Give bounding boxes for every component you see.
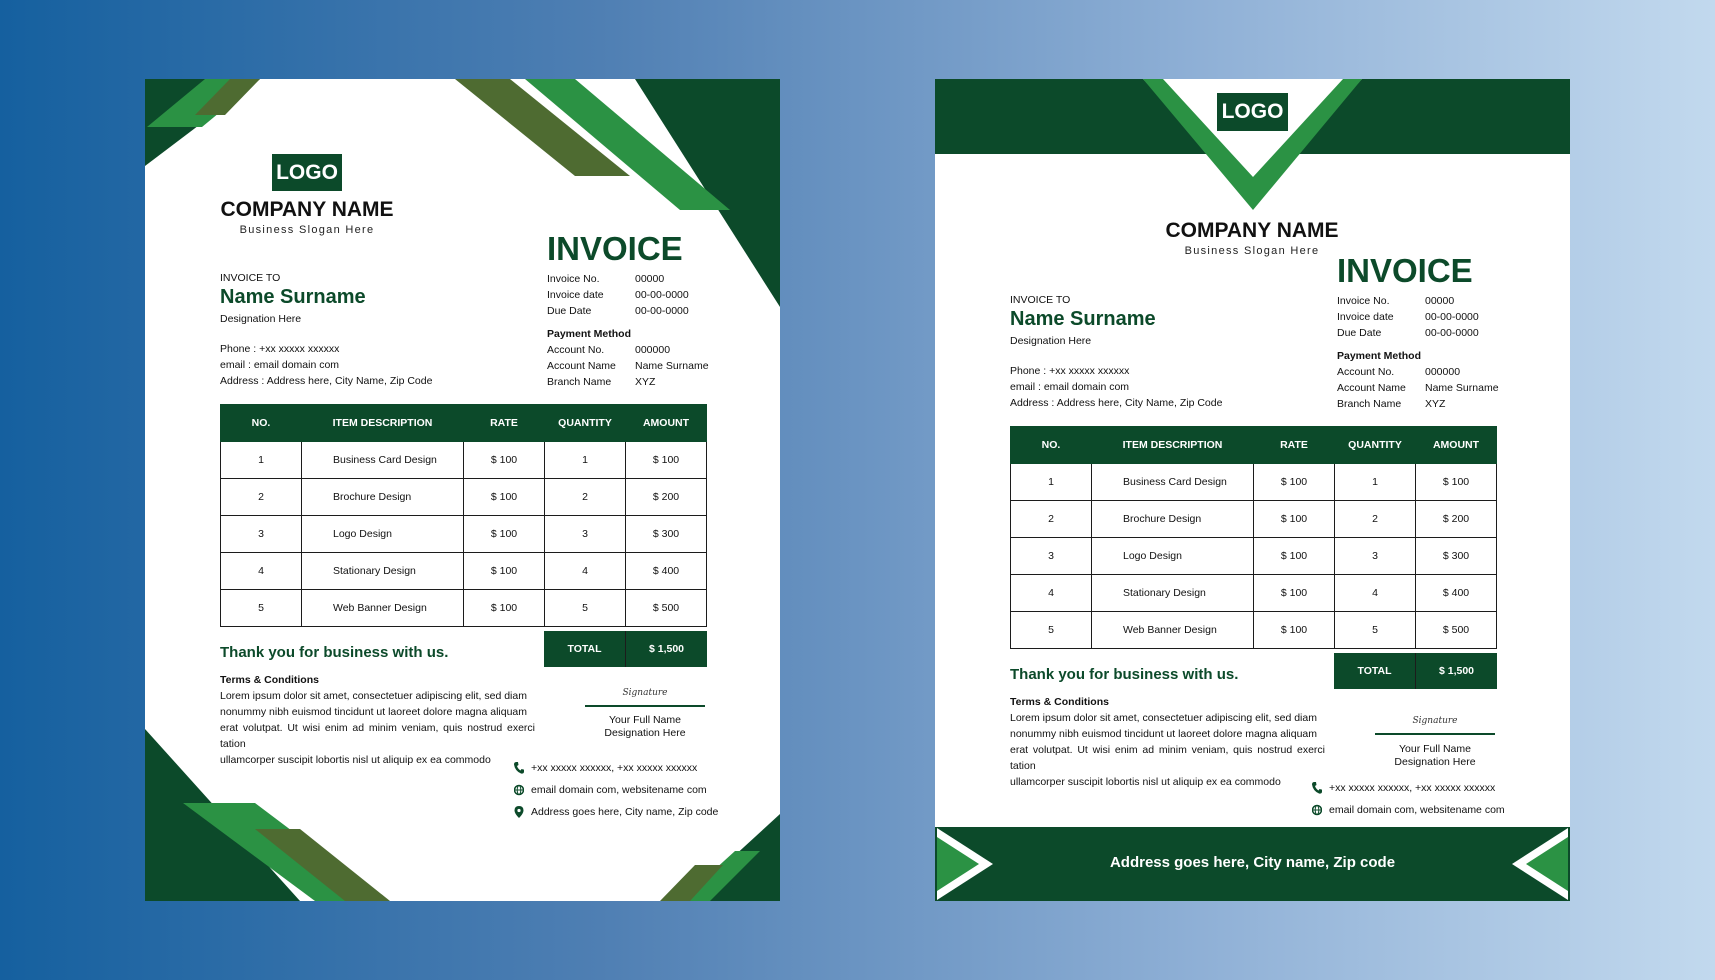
signature-line	[585, 705, 705, 707]
account-name: Name Surname	[1425, 382, 1499, 394]
signature-script: Signature	[622, 688, 668, 698]
row-description: Logo Design	[302, 516, 464, 553]
row-no: 3	[221, 516, 302, 553]
contact-email-row	[1312, 804, 1505, 816]
contact-address-row	[514, 806, 718, 818]
row-no: 3	[1011, 538, 1092, 575]
contact-email: email domain com, websitename com	[1329, 804, 1505, 816]
globe-icon	[514, 784, 524, 796]
header-description: ITEM DESCRIPTION	[302, 405, 464, 442]
total-value: $ 1,500	[1415, 653, 1497, 689]
table-row	[1011, 464, 1497, 501]
row-amount: $ 300	[1416, 538, 1497, 575]
globe-icon	[1312, 804, 1322, 816]
logo: LOGO	[1217, 93, 1288, 131]
header-quantity: QUANTITY	[1335, 427, 1416, 464]
signature-block	[1355, 743, 1515, 769]
items-table	[1010, 426, 1497, 649]
signature-script: Signature	[1412, 716, 1458, 726]
signature-designation: Designation Here	[1394, 756, 1476, 768]
row-amount: $ 300	[626, 516, 707, 553]
row-quantity: 5	[1335, 612, 1416, 649]
terms-text: Lorem ipsum dolor sit amet, consectetuer adipiscing elit, sed diam nonummy nibh euismod tincidunt ut laoreet dolore magna aliquam erat volutpat. Ut wisi enim ad minim veniam, quis nostrud exerci tation ullamcorper suscipit lobortis nisl ut aliquip ex ea commodo	[220, 690, 535, 766]
row-amount: $ 400	[1416, 575, 1497, 612]
account-no: 000000	[635, 344, 671, 356]
table-row	[221, 442, 707, 479]
header-no: NO.	[221, 405, 302, 442]
payment-method-title: Payment Method	[1337, 350, 1422, 362]
total-value: $ 1,500	[625, 631, 707, 667]
row-amount: $ 500	[626, 590, 707, 627]
row-description: Web Banner Design	[302, 590, 464, 627]
company-slogan: Business Slogan Here	[239, 224, 375, 236]
row-rate: $ 100	[464, 553, 545, 590]
row-rate: $ 100	[1254, 538, 1335, 575]
table-row	[221, 516, 707, 553]
row-no: 1	[221, 442, 302, 479]
account-name: Name Surname	[635, 360, 709, 372]
customer-email: email : email domain com	[220, 359, 340, 371]
table-header-row	[221, 405, 707, 442]
invoice-template-a	[145, 79, 780, 901]
terms-title: Terms & Conditions	[1010, 696, 1109, 708]
signature-name: Your Full Name	[1399, 743, 1471, 755]
header-rate: RATE	[1254, 427, 1335, 464]
row-description: Logo Design	[1092, 538, 1254, 575]
row-no: 4	[1011, 575, 1092, 612]
row-no: 5	[1011, 612, 1092, 649]
table-row	[1011, 575, 1497, 612]
due-date: 00-00-0000	[635, 305, 689, 317]
contact-address: Address goes here, City name, Zip code	[531, 806, 719, 818]
due-date-label: Due Date	[547, 305, 592, 317]
signature-line	[1375, 733, 1495, 735]
account-name-label: Account Name	[1337, 382, 1406, 394]
contact-email-row	[514, 784, 707, 796]
payment-details	[547, 342, 709, 390]
branch-name: XYZ	[635, 376, 656, 388]
signature-designation: Designation Here	[604, 727, 686, 739]
table-row	[221, 590, 707, 627]
invoice-date: 00-00-0000	[635, 289, 689, 301]
row-quantity: 3	[1335, 538, 1416, 575]
invoice-title: INVOICE	[547, 230, 683, 267]
row-rate: $ 100	[464, 590, 545, 627]
total-box	[1334, 653, 1497, 689]
row-amount: $ 200	[1416, 501, 1497, 538]
invoice-date-label: Invoice date	[547, 289, 604, 301]
row-no: 4	[221, 553, 302, 590]
row-rate: $ 100	[1254, 464, 1335, 501]
header-amount: AMOUNT	[626, 405, 707, 442]
invoice-no-label: Invoice No.	[1337, 295, 1390, 307]
customer-name: Name Surname	[220, 286, 366, 308]
invoice-date-label: Invoice date	[1337, 311, 1394, 323]
account-name-label: Account Name	[547, 360, 616, 372]
phone-icon	[1312, 782, 1322, 794]
row-description: Business Card Design	[1092, 464, 1254, 501]
header-amount: AMOUNT	[1416, 427, 1497, 464]
table-header-row	[1011, 427, 1497, 464]
row-quantity: 4	[545, 553, 626, 590]
invoice-no: 00000	[635, 273, 665, 285]
header-quantity: QUANTITY	[545, 405, 626, 442]
thank-you-message: Thank you for business with us.	[220, 644, 449, 661]
invoice-title: INVOICE	[1337, 252, 1473, 289]
row-amount: $ 100	[626, 442, 707, 479]
thank-you-message: Thank you for business with us.	[1010, 666, 1239, 683]
header-description: ITEM DESCRIPTION	[1092, 427, 1254, 464]
contact-phone: +xx xxxxx xxxxxx, +xx xxxxx xxxxxx	[531, 762, 698, 774]
payment-details	[1337, 364, 1499, 412]
row-quantity: 1	[545, 442, 626, 479]
contact-phone-row	[1312, 782, 1495, 794]
signature-block	[565, 714, 725, 740]
branch-name: XYZ	[1425, 398, 1446, 410]
row-amount: $ 400	[626, 553, 707, 590]
customer-name: Name Surname	[1010, 308, 1156, 330]
table-row	[221, 553, 707, 590]
total-box	[544, 631, 707, 667]
customer-address: Address : Address here, City Name, Zip Code	[1010, 397, 1223, 409]
terms-title: Terms & Conditions	[220, 674, 319, 686]
row-no: 1	[1011, 464, 1092, 501]
invoice-no-label: Invoice No.	[547, 273, 600, 285]
row-rate: $ 100	[464, 442, 545, 479]
header-no: NO.	[1011, 427, 1092, 464]
row-rate: $ 100	[1254, 501, 1335, 538]
company-name: COMPANY NAME	[1165, 219, 1339, 242]
row-no: 2	[1011, 501, 1092, 538]
row-no: 2	[221, 479, 302, 516]
due-date: 00-00-0000	[1425, 327, 1479, 339]
company-name: COMPANY NAME	[220, 198, 394, 221]
table-row	[1011, 501, 1497, 538]
row-no: 5	[221, 590, 302, 627]
total-label: TOTAL	[1357, 665, 1392, 677]
total-label: TOTAL	[567, 643, 602, 655]
footer-address: Address goes here, City name, Zip code	[1109, 854, 1396, 871]
row-amount: $ 100	[1416, 464, 1497, 501]
row-description: Web Banner Design	[1092, 612, 1254, 649]
row-rate: $ 100	[464, 479, 545, 516]
invoice-meta	[547, 271, 689, 319]
account-no-label: Account No.	[547, 344, 605, 356]
location-pin-icon	[514, 806, 524, 818]
invoice-meta	[1337, 293, 1479, 341]
row-quantity: 2	[1335, 501, 1416, 538]
invoice-to-label: INVOICE TO	[1010, 294, 1071, 306]
row-quantity: 2	[545, 479, 626, 516]
invoice-to-label: INVOICE TO	[220, 272, 281, 284]
terms-text: Lorem ipsum dolor sit amet, consectetuer adipiscing elit, sed diam nonummy nibh euismod tincidunt ut laoreet dolore magna aliquam erat volutpat. Ut wisi enim ad minim veniam, quis nostrud exerci tation ullamcorper suscipit lobortis nisl ut aliquip ex ea commodo	[1010, 712, 1325, 788]
row-quantity: 3	[545, 516, 626, 553]
row-description: Brochure Design	[302, 479, 464, 516]
invoice-date: 00-00-0000	[1425, 311, 1479, 323]
items-table	[220, 404, 707, 627]
customer-designation: Designation Here	[220, 313, 302, 325]
invoice-no: 00000	[1425, 295, 1455, 307]
customer-email: email : email domain com	[1010, 381, 1130, 393]
row-rate: $ 100	[464, 516, 545, 553]
invoice-template-b	[935, 79, 1570, 901]
header-rate: RATE	[464, 405, 545, 442]
customer-designation: Designation Here	[1010, 335, 1092, 347]
contact-email: email domain com, websitename com	[531, 784, 707, 796]
row-amount: $ 200	[626, 479, 707, 516]
contact-phone: +xx xxxxx xxxxxx, +xx xxxxx xxxxxx	[1329, 782, 1496, 794]
row-description: Business Card Design	[302, 442, 464, 479]
account-no: 000000	[1425, 366, 1461, 378]
company-slogan: Business Slogan Here	[1184, 245, 1320, 257]
row-quantity: 4	[1335, 575, 1416, 612]
row-description: Stationary Design	[1092, 575, 1254, 612]
account-no-label: Account No.	[1337, 366, 1395, 378]
customer-phone: Phone : +xx xxxxx xxxxxx	[220, 343, 340, 355]
row-description: Brochure Design	[1092, 501, 1254, 538]
signature-name: Your Full Name	[609, 714, 681, 726]
logo: LOGO	[272, 154, 342, 191]
table-row	[1011, 538, 1497, 575]
row-rate: $ 100	[1254, 575, 1335, 612]
customer-phone: Phone : +xx xxxxx xxxxxx	[1010, 365, 1130, 377]
branch-name-label: Branch Name	[547, 376, 612, 388]
table-row	[1011, 612, 1497, 649]
customer-address: Address : Address here, City Name, Zip Code	[220, 375, 433, 387]
phone-icon	[514, 762, 524, 774]
row-quantity: 5	[545, 590, 626, 627]
row-description: Stationary Design	[302, 553, 464, 590]
row-amount: $ 500	[1416, 612, 1497, 649]
row-rate: $ 100	[1254, 612, 1335, 649]
contact-phone-row	[514, 762, 697, 774]
due-date-label: Due Date	[1337, 327, 1382, 339]
payment-method-title: Payment Method	[547, 328, 632, 340]
branch-name-label: Branch Name	[1337, 398, 1402, 410]
table-row	[221, 479, 707, 516]
row-quantity: 1	[1335, 464, 1416, 501]
